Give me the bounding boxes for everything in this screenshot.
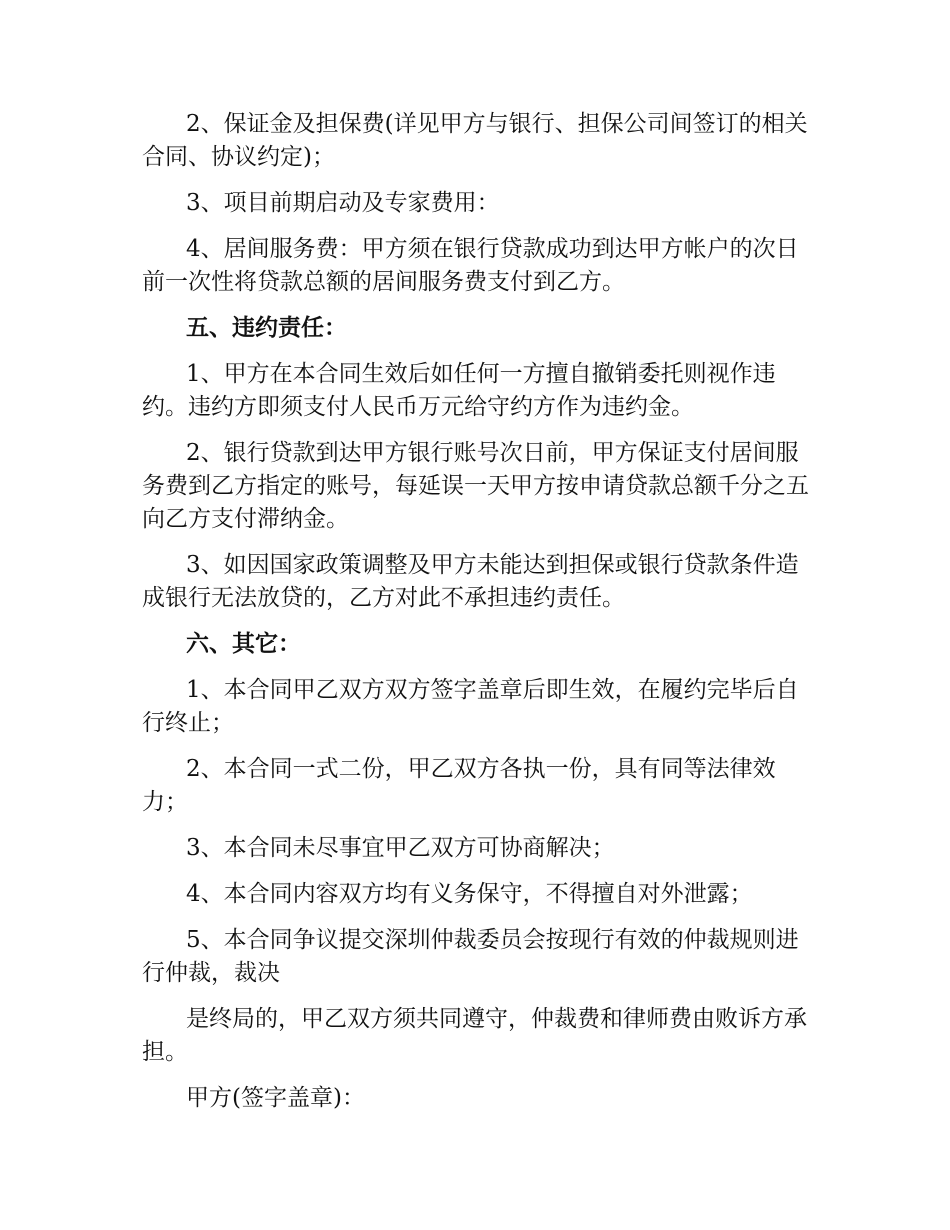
paragraph-service-fee: 4、居间服务费：甲方须在银行贷款成功到达甲方帐户的次日前一次性将贷款总额的居间服务费支付到乙方。 [142,236,799,295]
paragraph-deposit-guarantee-fee: 2、保证金及担保费(详见甲方与银行、担保公司间签订的相关合同、协议约定)； [142,111,808,170]
paragraph-other-2: 2、本合同一式二份，甲乙双方各执一份，具有同等法律效力； [142,756,776,815]
paragraph-other-1: 1、本合同甲乙双方双方签字盖章后即生效，在履约完毕后自行终止； [142,677,799,736]
paragraph-other-3: 3、本合同未尽事宜甲乙双方可协商解决； [186,835,615,861]
paragraph-other-5: 5、本合同争议提交深圳仲裁委员会按现行有效的仲裁规则进行仲裁，裁决 [142,927,799,986]
paragraph-breach-2: 2、银行贷款到达甲方银行账号次日前，甲方保证支付居间服务费到乙方指定的账号，每延误一天甲方按申请贷款总额千分之五向乙方支付滞纳金。 [142,440,809,532]
paragraph-other-4: 4、本合同内容双方均有义务保守，不得擅自对外泄露； [186,881,753,907]
section-heading-other: 六、其它： [186,631,301,657]
paragraph-breach-3: 3、如因国家政策调整及甲方未能达到担保或银行贷款条件造成银行无法放贷的，乙方对此不承担违约责任。 [142,552,799,611]
document-body [142,108,814,1128]
paragraph-breach-1: 1、甲方在本合同生效后如任何一方擅自撤销委托则视作违约。违约方即须支付人民币万元给守约方作为违约金。 [142,361,776,420]
paragraph-expert-fee: 3、项目前期启动及专家费用： [186,190,500,216]
signature-line-party-a: 甲方(签字盖章)： [186,1085,365,1111]
section-heading-breach: 五、违约责任： [186,315,347,341]
paragraph-other-5-continued: 是终局的，甲乙双方须共同遵守，仲裁费和律师费由败诉方承担。 [142,1006,807,1065]
